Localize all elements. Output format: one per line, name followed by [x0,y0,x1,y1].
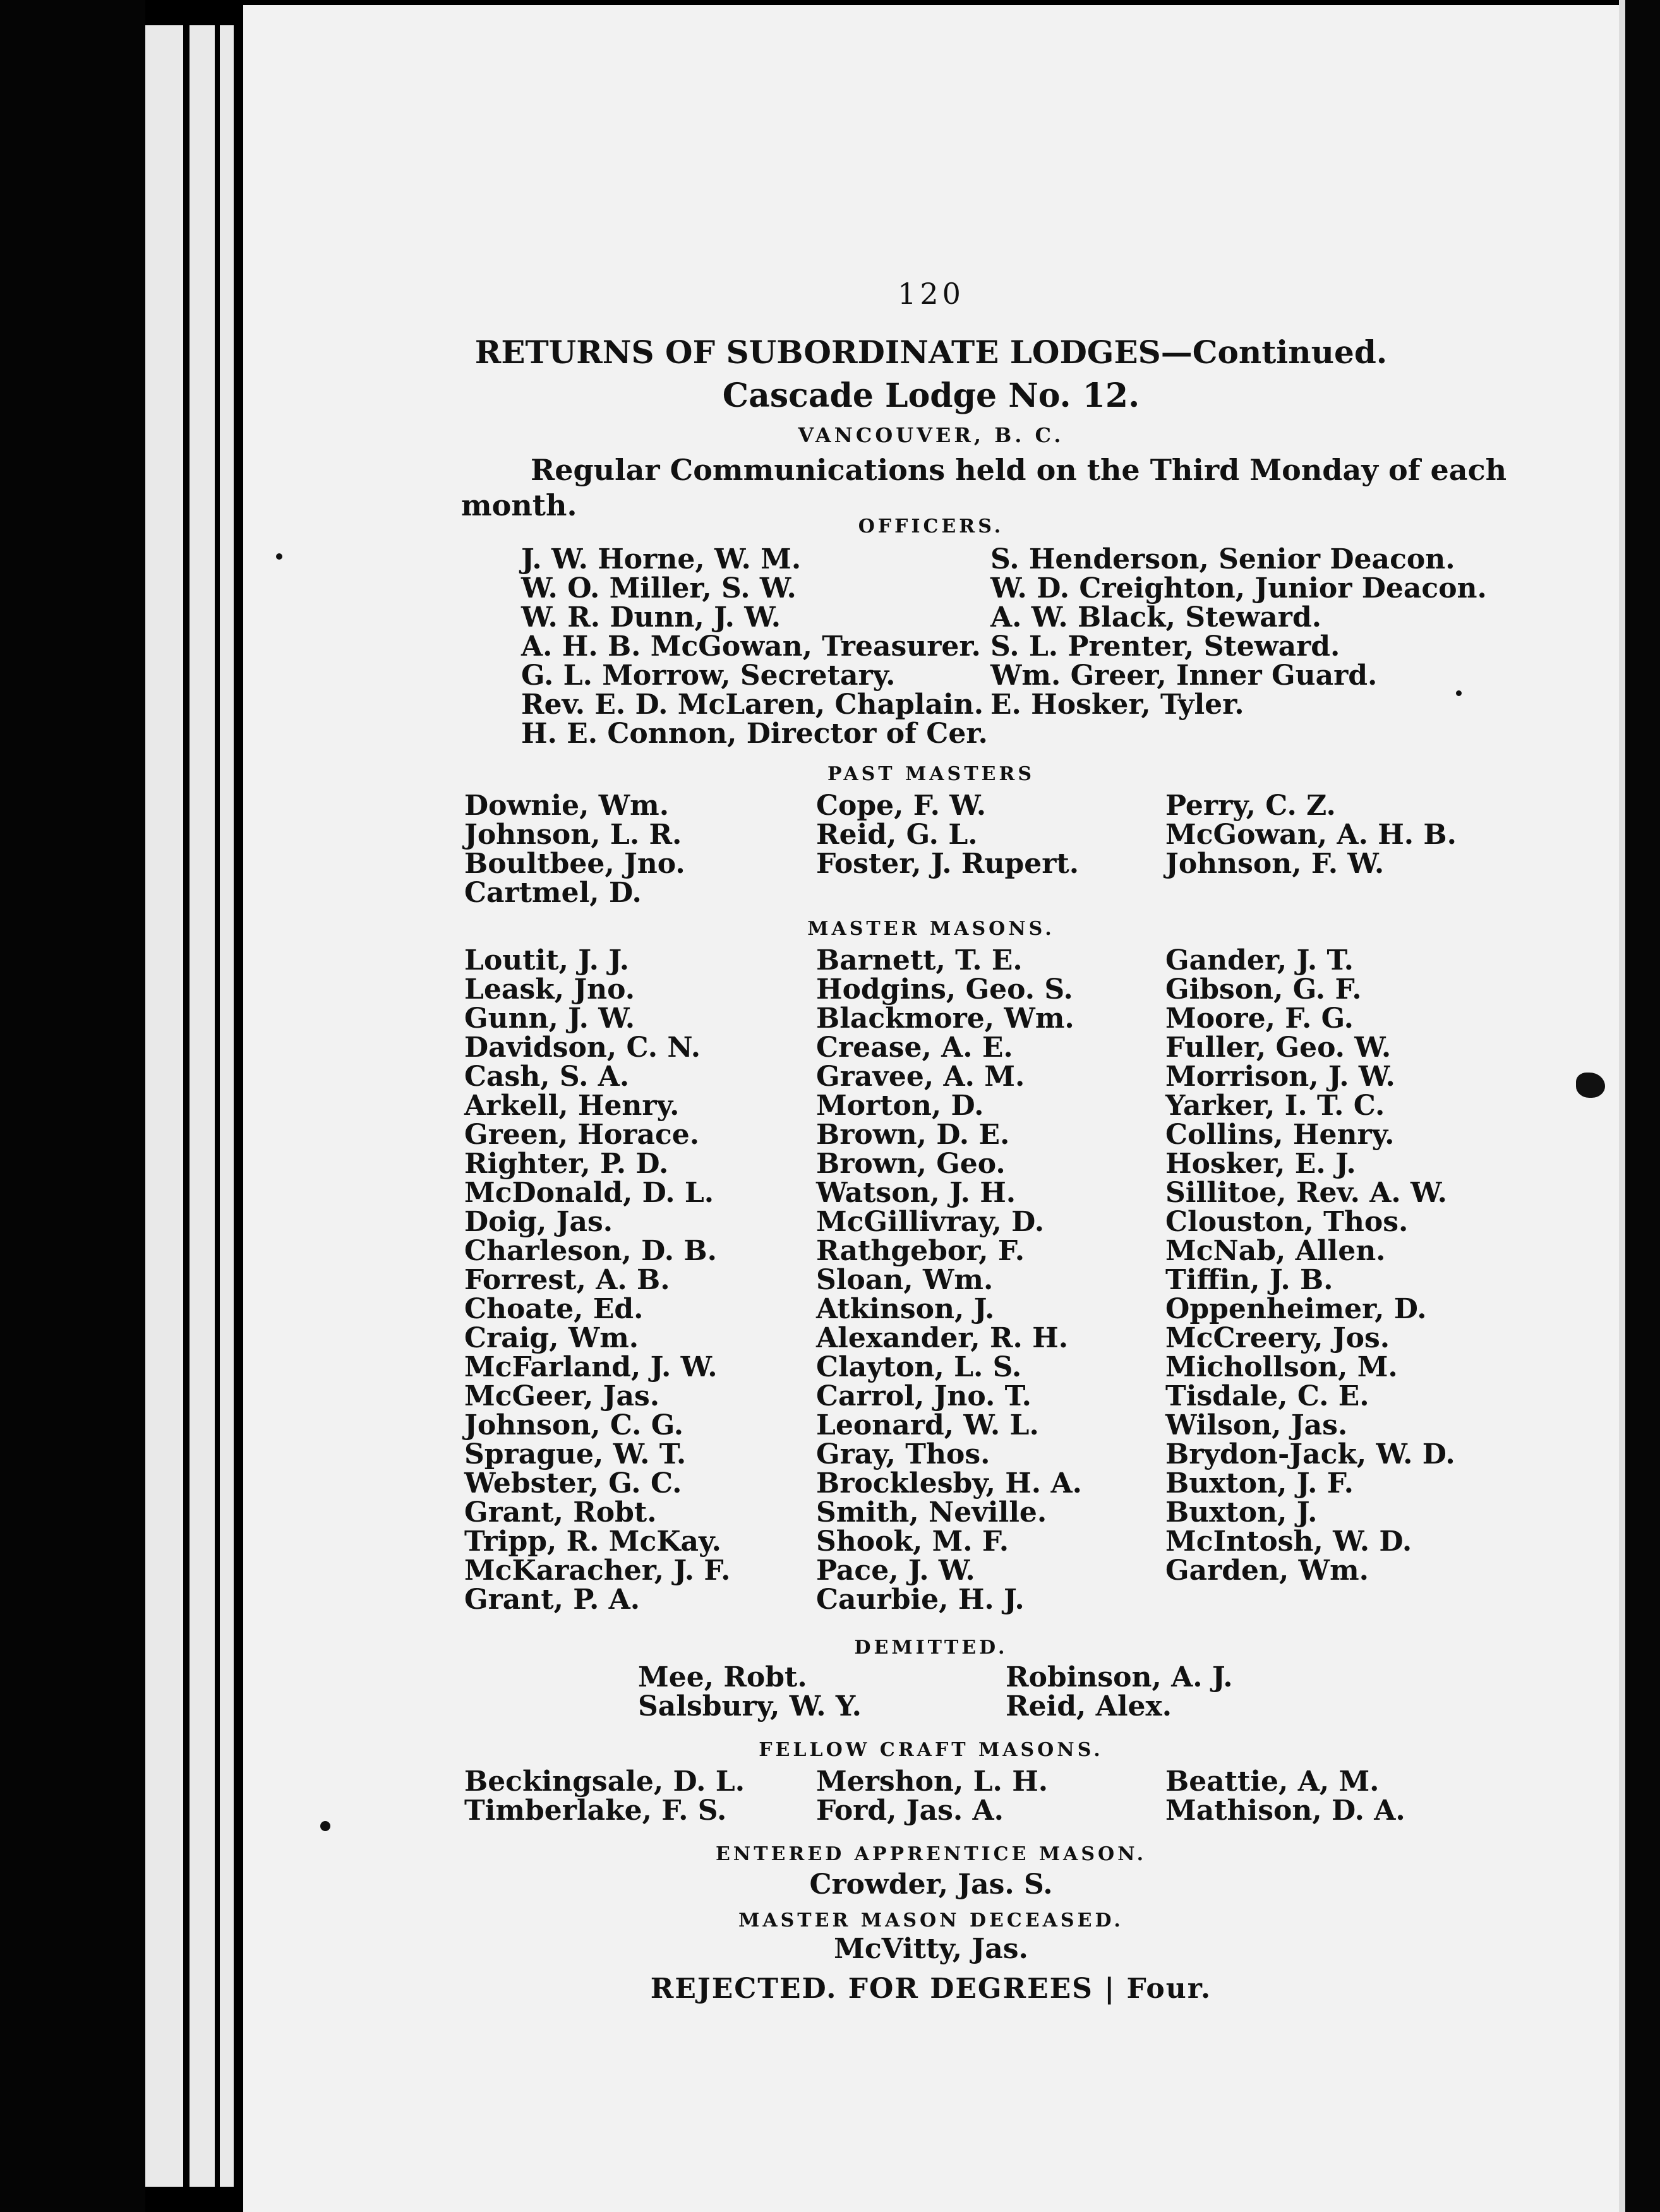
fellow-craft-column [816,1767,1048,1825]
name-entry: McGillivray, D. [816,1206,1045,1238]
name-entry: Tisdale, C. E. [1165,1380,1369,1412]
ink-speck [1456,690,1462,696]
name-entry: Leonard, W. L. [816,1409,1039,1441]
right-scan-margin [1625,0,1660,2212]
name-entry: Brown, D. E. [816,1119,1010,1151]
page-edge [189,25,215,2187]
name-entry: Foster, J. Rupert. [816,848,1080,880]
name-entry: Doig, Jas. [464,1206,613,1238]
name-entry: Leask, Jno. [464,973,635,1006]
officer-entry: W. D. Creighton, Junior Deacon. [990,572,1487,604]
name-entry: Gravee, A. M. [816,1061,1025,1093]
name-entry: Robinson, A. J. [1006,1661,1233,1693]
name-entry: Craig, Wm. [464,1322,639,1354]
lodge-location: VANCOUVER, B. C. [798,423,1064,447]
master-masons-column [816,946,1082,1614]
ink-speck [320,1821,330,1831]
name-entry: Buxton, J. F. [1165,1467,1354,1500]
officers-right-column [990,545,1487,719]
name-entry: Sloan, Wm. [816,1264,994,1296]
name-entry: Cope, F. W. [816,790,987,822]
past-masters-column [1165,791,1457,879]
officers-left-column [521,545,988,748]
name-entry: Clouston, Thos. [1165,1206,1409,1238]
name-entry: Clayton, L. S. [816,1351,1022,1383]
name-entry: Wilson, Jas. [1165,1409,1348,1441]
fellow-craft-column [1165,1767,1405,1825]
fellow-craft-title: FELLOW CRAFT MASONS. [759,1739,1104,1761]
name-entry: Mee, Robt. [638,1661,807,1693]
name-entry: Choate, Ed. [464,1293,644,1325]
book-page [243,5,1619,2212]
name-entry: Beattie, A, M. [1165,1765,1380,1798]
name-entry: Beckingsale, D. L. [464,1765,745,1798]
page-edge [145,25,183,2187]
name-entry: Barnett, T. E. [816,944,1023,977]
name-entry: Brown, Geo. [816,1148,1006,1180]
officer-entry: H. E. Connon, Director of Cer. [521,718,988,750]
name-entry: Shook, M. F. [816,1525,1009,1558]
name-entry: Johnson, L. R. [464,819,682,851]
communications-paragraph [461,452,1660,523]
name-entry: Gray, Thos. [816,1438,990,1470]
rejected-line: REJECTED. FOR DEGREES | Four. [650,1973,1212,2005]
name-entry: Mershon, L. H. [816,1765,1049,1798]
name-entry: Sillitoe, Rev. A. W. [1165,1177,1447,1209]
officer-entry: Wm. Greer, Inner Guard. [990,659,1378,692]
past-masters-column [464,791,685,908]
name-entry: Forrest, A. B. [464,1264,670,1296]
name-entry: Sprague, W. T. [464,1438,687,1470]
page-number: 120 [898,277,965,311]
name-entry: McGowan, A. H. B. [1165,819,1457,851]
communications-line: Regular Communications held on the Third Monday of each [531,453,1507,487]
name-entry: McDonald, D. L. [464,1177,714,1209]
officer-entry: S. Henderson, Senior Deacon. [990,543,1455,575]
officer-entry: A. W. Black, Steward. [990,601,1322,634]
past-masters-column [816,791,1079,879]
name-entry: Mathison, D. A. [1165,1794,1405,1827]
name-entry: Reid, G. L. [816,819,978,851]
name-entry: Pace, J. W. [816,1554,975,1587]
name-entry: Yarker, I. T. C. [1165,1090,1385,1122]
name-entry: Alexander, R. H. [816,1322,1069,1354]
name-entry: Morton, D. [816,1090,984,1122]
name-entry: Green, Horace. [464,1119,700,1151]
name-entry: Fuller, Geo. W. [1165,1031,1392,1064]
deceased-name: McVitty, Jas. [834,1933,1028,1965]
name-entry: Arkell, Henry. [464,1090,680,1122]
name-entry: Cartmel, D. [464,877,642,909]
name-entry: Salsbury, W. Y. [638,1690,862,1722]
name-entry: McFarland, J. W. [464,1351,718,1383]
name-entry: Blackmore, Wm. [816,1002,1074,1035]
name-entry: Atkinson, J. [816,1293,995,1325]
name-entry: Carrol, Jno. T. [816,1380,1031,1412]
name-entry: Cash, S. A. [464,1061,630,1093]
name-entry: Collins, Henry. [1165,1119,1395,1151]
name-entry: Brocklesby, H. A. [816,1467,1082,1500]
section-heading: RETURNS OF SUBORDINATE LODGES—Continued. [474,334,1388,371]
name-entry: Oppenheimer, D. [1165,1293,1427,1325]
name-entry: McNab, Allen. [1165,1235,1386,1267]
name-entry: Smith, Neville. [816,1496,1047,1529]
name-entry: Gibson, G. F. [1165,973,1362,1006]
officer-entry: W. O. Miller, S. W. [521,572,797,604]
officer-entry: A. H. B. McGowan, Treasurer. [521,630,981,663]
name-entry: Morrison, J. W. [1165,1061,1395,1093]
officer-entry: G. L. Morrow, Secretary. [521,659,896,692]
page-edge [220,25,234,2187]
name-entry: Watson, J. H. [816,1177,1016,1209]
name-entry: Johnson, C. G. [464,1409,684,1441]
name-entry: Boultbee, Jno. [464,848,685,880]
name-entry: Caurbie, H. J. [816,1584,1025,1616]
name-entry: Moore, F. G. [1165,1002,1354,1035]
name-entry: Gunn, J. W. [464,1002,635,1035]
master-masons-title: MASTER MASONS. [807,918,1055,940]
name-entry: Tripp, R. McKay. [464,1525,721,1558]
name-entry: McKaracher, J. F. [464,1554,731,1587]
name-entry: Charleson, D. B. [464,1235,717,1267]
name-entry: Michollson, M. [1165,1351,1398,1383]
right-page-edge [1619,0,1625,2212]
name-entry: McCreery, Jos. [1165,1322,1390,1354]
name-entry: Righter, P. D. [464,1148,669,1180]
name-entry: Crease, A. E. [816,1031,1013,1064]
name-entry: Ford, Jas. A. [816,1794,1004,1827]
deceased-title: MASTER MASON DECEASED. [738,1909,1124,1932]
name-entry: Hosker, E. J. [1165,1148,1356,1180]
ink-blot [1576,1073,1605,1098]
name-entry: Perry, C. Z. [1165,790,1336,822]
entered-apprentice-title: ENTERED APPRENTICE MASON. [715,1843,1147,1865]
name-entry: Grant, P. A. [464,1584,641,1616]
officer-entry: E. Hosker, Tyler. [990,688,1244,721]
demitted-column [638,1663,862,1721]
name-entry: Johnson, F. W. [1165,848,1385,880]
officer-entry: S. L. Prenter, Steward. [990,630,1340,663]
master-masons-column [1165,946,1455,1585]
name-entry: Grant, Robt. [464,1496,657,1529]
ink-speck [276,553,282,560]
name-entry: Tiffin, J. B. [1165,1264,1333,1296]
officer-entry: Rev. E. D. McLaren, Chaplain. [521,688,984,721]
name-entry: Rathgebor, F. [816,1235,1025,1267]
name-entry: Loutit, J. J. [464,944,630,977]
name-entry: Garden, Wm. [1165,1554,1369,1587]
left-scan-margin [0,0,145,2212]
master-masons-column [464,946,731,1614]
officer-entry: W. R. Dunn, J. W. [521,601,781,634]
name-entry: Reid, Alex. [1006,1690,1172,1722]
demitted-column [1006,1663,1233,1721]
demitted-title: DEMITTED. [854,1637,1008,1659]
name-entry: Webster, G. C. [464,1467,682,1500]
lodge-name: Cascade Lodge No. 12. [722,376,1140,415]
past-masters-title: PAST MASTERS [827,763,1035,785]
name-entry: McGeer, Jas. [464,1380,660,1412]
name-entry: Gander, J. T. [1165,944,1354,977]
officers-title: OFFICERS. [858,515,1004,538]
name-entry: Buxton, J. [1165,1496,1318,1529]
fellow-craft-column [464,1767,745,1825]
name-entry: Downie, Wm. [464,790,670,822]
name-entry: McIntosh, W. D. [1165,1525,1412,1558]
officer-entry: J. W. Horne, W. M. [521,543,802,575]
name-entry: Timberlake, F. S. [464,1794,727,1827]
entered-apprentice-name: Crowder, Jas. S. [809,1868,1053,1901]
name-entry: Hodgins, Geo. S. [816,973,1073,1006]
name-entry: Brydon-Jack, W. D. [1165,1438,1455,1470]
communications-line: month. [461,488,577,522]
name-entry: Davidson, C. N. [464,1031,701,1064]
